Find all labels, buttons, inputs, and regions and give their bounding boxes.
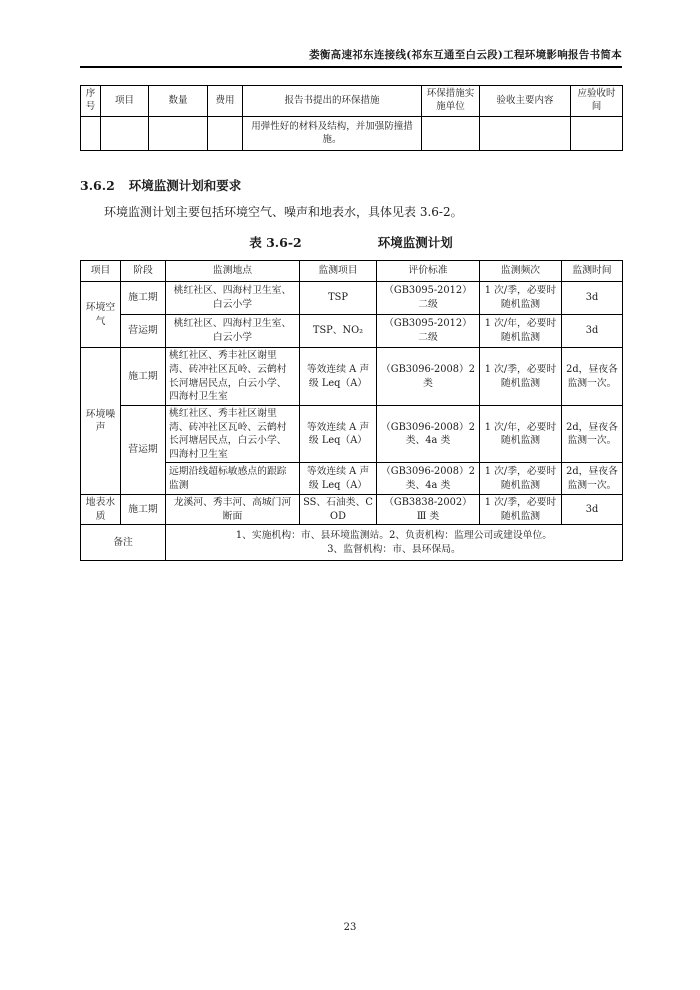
cell-standard: （GB3095-2012）二级 (377, 315, 480, 348)
table-row (81, 117, 623, 151)
col-header-content: 验收主要内容 (480, 86, 571, 117)
note-line-2: 3、监督机构：市、县环保局。 (327, 543, 461, 555)
running-head: 娄衡高速祁东连接线(祁东互通至白云段)工程环境影响报告书简本 (309, 49, 622, 61)
header-rule (80, 66, 622, 68)
col-header-item: 项目 (101, 86, 149, 117)
cell-location: 桃红社区、秀丰社区谢里湾、砖冲社区瓦岭、云鹤村长河塘居民点，白云小学、四海村卫生室 (166, 406, 300, 463)
cell-monitor-item: 等效连续 A 声级 Leq（A） (300, 348, 377, 406)
group-cell-water: 地表水质 (81, 495, 121, 525)
col-header-cost: 费用 (208, 86, 243, 117)
cell-phase: 施工期 (121, 348, 166, 406)
cell-content (480, 117, 571, 151)
table-row-noise-operation (81, 406, 623, 463)
section-number: 3.6.2 (80, 178, 115, 193)
cell-cost (208, 117, 243, 151)
col-header-measure: 报告书提出的环保措施 (243, 86, 422, 117)
col-header-frequency: 监测频次 (480, 261, 562, 282)
cell-frequency: 1 次/季，必要时随机监测 (480, 348, 562, 406)
cell-standard: （GB3096-2008）2 类 (377, 348, 480, 406)
cell-standard: （GB3096-2008）2 类、4a 类 (377, 406, 480, 463)
section-heading (80, 176, 622, 194)
table-caption-label: 表 3.6-2 (249, 235, 302, 250)
cell-phase: 施工期 (121, 495, 166, 525)
note-label-cell: 备注 (81, 525, 166, 561)
cell-frequency: 1 次/年，必要时随机监测 (480, 406, 562, 463)
table-caption (80, 233, 622, 251)
page-header (80, 0, 622, 68)
cell-monitor-time: 2d，昼夜各监测一次。 (562, 406, 623, 463)
table-caption-title: 环境监测计划 (377, 235, 453, 250)
col-header-project: 项目 (81, 261, 121, 282)
cell-monitor-item: 等效连续 A 声级 Leq（A） (300, 463, 377, 495)
col-header-phase: 阶段 (121, 261, 166, 282)
cell-location: 桃红社区、四海村卫生室、白云小学 (166, 282, 300, 315)
col-header-seq: 序号 (81, 86, 101, 117)
cell-item (101, 117, 149, 151)
group-cell-air: 环境空气 (81, 282, 121, 348)
cell-location: 桃红社区、四海村卫生室、白云小学 (166, 315, 300, 348)
cell-frequency: 1 次/年，必要时随机监测 (480, 315, 562, 348)
table-row-noise-construction (81, 348, 623, 406)
cell-monitor-time: 2d，昼夜各监测一次。 (562, 348, 623, 406)
cell-unit (422, 117, 480, 151)
note-line-1: 1、实施机构：市、县环境监测站。2、负责机构：监理公司或建设单位。 (235, 530, 553, 542)
col-header-standard: 评价标准 (377, 261, 480, 282)
cell-location: 远期沿线超标敏感点的跟踪监测 (166, 463, 300, 495)
cell-monitor-time: 3d (562, 282, 623, 315)
intro-paragraph: 环境监测计划主要包括环境空气、噪声和地表水，具体见表 3.6-2。 (104, 205, 463, 219)
cell-frequency: 1 次/季，必要时随机监测 (480, 282, 562, 315)
cell-seq (81, 117, 101, 151)
table-row-note (81, 525, 623, 561)
cell-location: 龙溪河、秀丰河、高城门河断面 (166, 495, 300, 525)
col-header-monitor-time: 监测时间 (562, 261, 623, 282)
cell-phase: 施工期 (121, 282, 166, 315)
col-header-unit: 环保措施实施单位 (422, 86, 480, 117)
page-number: 23 (343, 922, 357, 933)
cell-qty (149, 117, 208, 151)
cell-phase: 营运期 (121, 315, 166, 348)
col-header-monitor-item: 监测项目 (300, 261, 377, 282)
cell-frequency: 1 次/季，必要时随机监测 (480, 463, 562, 495)
cell-frequency: 1 次/季，必要时随机监测 (480, 495, 562, 525)
cell-monitor-item: TSP、NO₂ (300, 315, 377, 348)
cell-standard: （GB3095-2012）二级 (377, 282, 480, 315)
note-content-cell (166, 525, 623, 561)
table-row-air-construction (81, 282, 623, 315)
col-header-time: 应验收时间 (571, 86, 623, 117)
cell-monitor-time: 3d (562, 495, 623, 525)
cell-monitor-time: 2d，昼夜各监测一次。 (562, 463, 623, 495)
section-title: 环境监测计划和要求 (128, 178, 242, 193)
cell-phase: 营运期 (121, 406, 166, 495)
group-cell-noise: 环境噪声 (81, 348, 121, 495)
cell-monitor-item: 等效连续 A 声级 Leq（A） (300, 406, 377, 463)
cell-monitor-time: 3d (562, 315, 623, 348)
col-header-qty: 数量 (149, 86, 208, 117)
col-header-location: 监测地点 (166, 261, 300, 282)
cell-standard: （GB3096-2008）2 类、4a 类 (377, 463, 480, 495)
cell-standard: （GB3838-2002）Ⅲ 类 (377, 495, 480, 525)
cell-measure: 用弹性好的材料及结构，并加强防撞措施。 (243, 117, 422, 151)
table-header-row (81, 86, 623, 117)
monitoring-plan-table (80, 260, 623, 561)
cell-location: 桃红社区、秀丰社区谢里湾、砖冲社区瓦岭、云鹤村长河塘居民点，白云小学、四海村卫生室 (166, 348, 300, 406)
cell-time (571, 117, 623, 151)
table-row-water-construction (81, 495, 623, 525)
cell-monitor-item: SS、石油类、COD (300, 495, 377, 525)
measures-continuation-table (80, 85, 623, 151)
cell-monitor-item: TSP (300, 282, 377, 315)
table-header-row (81, 261, 623, 282)
table-row-air-operation (81, 315, 623, 348)
